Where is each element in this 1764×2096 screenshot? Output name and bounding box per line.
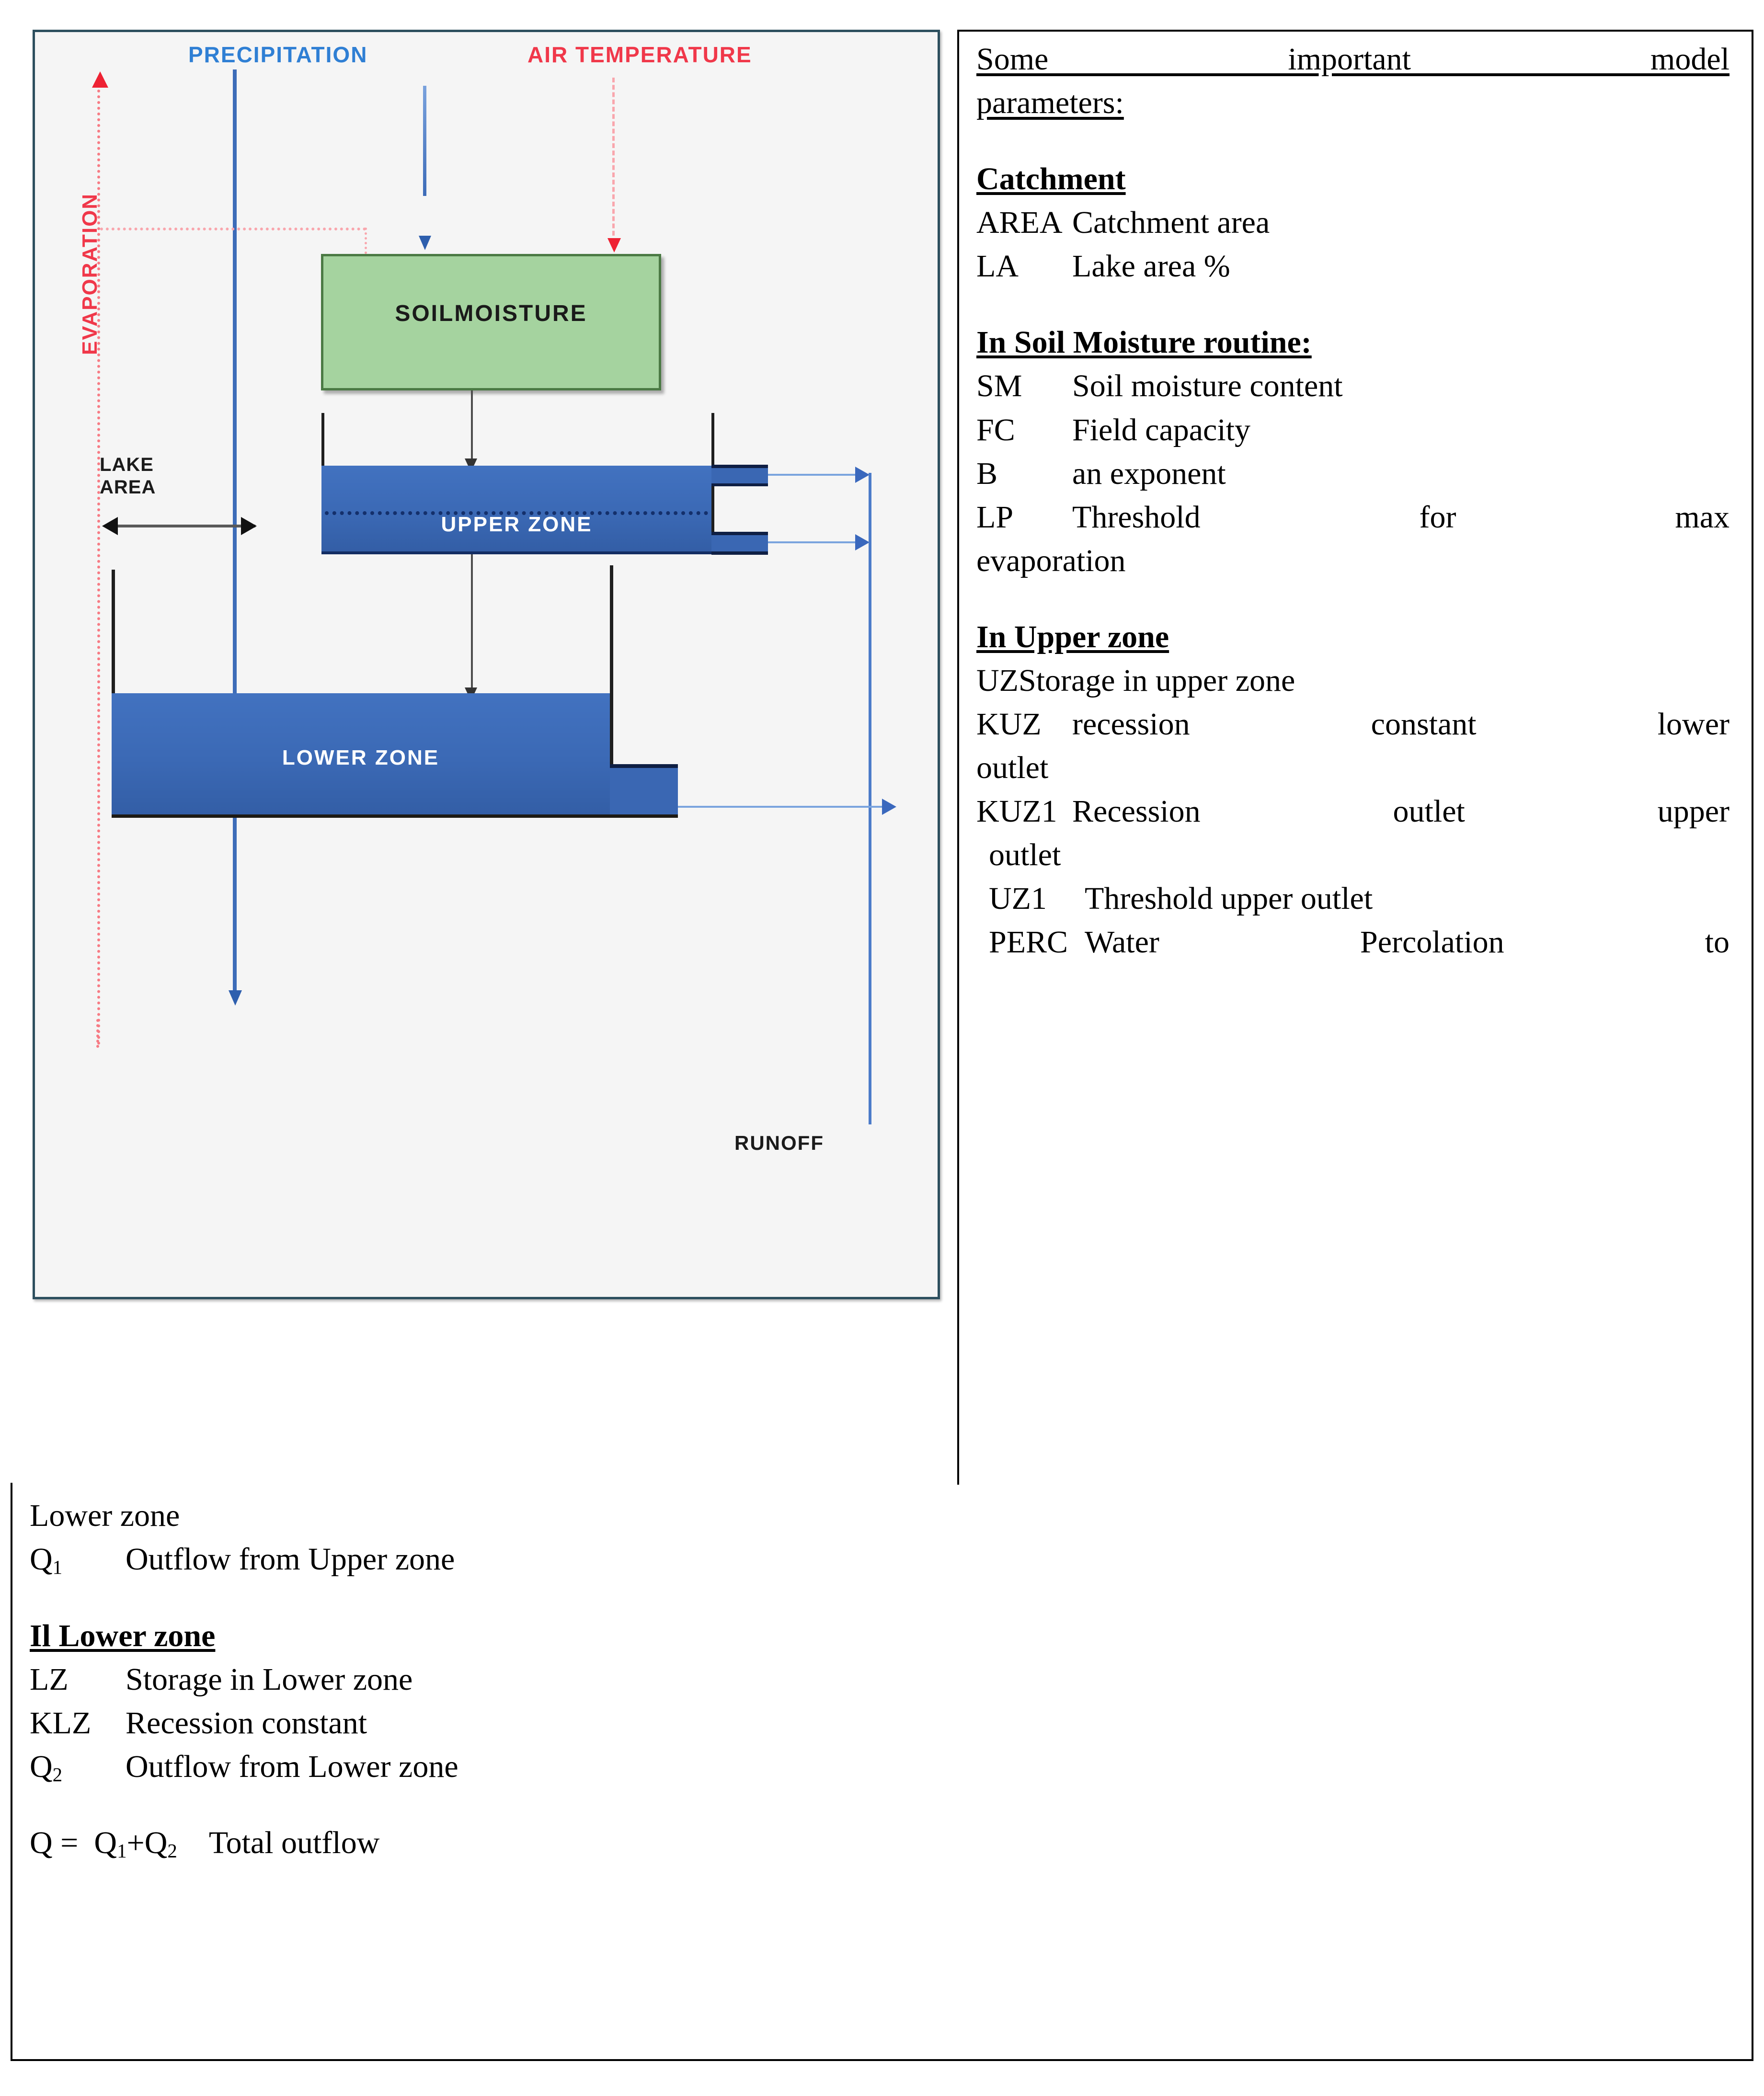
param-row-q1 — [30, 1537, 1735, 1581]
upper-zone-label: UPPER ZONE — [441, 513, 593, 536]
lake-area-span-line — [112, 525, 255, 527]
param-row-fc — [976, 408, 1730, 452]
param-key: LP — [976, 499, 1014, 535]
parameters-text-column — [976, 37, 1730, 964]
param-desc: Field capacity — [1072, 412, 1251, 447]
param-row-area — [976, 201, 1730, 244]
param-desc: Threshold upper outlet — [1085, 881, 1373, 916]
param-desc: Storage in Lower zone — [126, 1661, 413, 1697]
section-heading-soil-moisture: In Soil Moisture routine: — [976, 325, 1312, 360]
param-desc: Outflow from Lower zone — [126, 1749, 458, 1784]
param-key: KUZ — [976, 707, 1042, 742]
param-desc: Soil moisture content — [1072, 368, 1343, 404]
lower-outlet-arrowhead-icon — [855, 534, 870, 550]
runoff-flow-line — [678, 806, 884, 808]
param-row-klz — [30, 1701, 1735, 1745]
param-desc: Outflow from Upper zone — [126, 1542, 455, 1577]
runoff-label: RUNOFF — [734, 1132, 824, 1154]
total-q2: Q — [144, 1825, 168, 1861]
param-key — [30, 1745, 126, 1788]
param-desc: Threshold for max — [1072, 499, 1730, 535]
param-key: B — [976, 456, 998, 491]
lower-zone-wall-right — [610, 565, 613, 764]
param-row-uz1 — [976, 877, 1730, 920]
upper-zone-upper-outlet-spout — [711, 465, 768, 486]
section-heading-upper-zone: In Upper zone — [976, 619, 1169, 654]
param-key — [30, 1537, 126, 1581]
param-key: LZ — [30, 1661, 69, 1697]
precipitation-flow-line-left — [233, 69, 237, 994]
lake-area-arrowhead-right-icon — [241, 517, 257, 535]
evaporation-arrowhead-icon — [92, 71, 108, 88]
upper-zone-threshold-line — [325, 511, 708, 515]
upper-outlet-flow-line — [768, 474, 857, 476]
param-key-base: Q — [30, 1749, 53, 1784]
param-row-b — [976, 452, 1730, 495]
precipitation-label: PRECIPITATION — [188, 42, 368, 67]
lake-area-arrowhead-left-icon — [102, 517, 118, 535]
perc-continuation: Lower zone — [30, 1498, 180, 1533]
param-desc: an exponent — [1072, 456, 1226, 491]
param-key: PERC — [989, 925, 1068, 960]
evaporation-label: EVAPORATION — [78, 193, 102, 355]
param-row-kuz1 — [976, 790, 1730, 833]
param-row-kuz1-continued: outlet — [989, 837, 1061, 873]
total-q1-sub: 1 — [117, 1840, 127, 1862]
percolation-line — [471, 554, 473, 693]
soil-to-upper-zone-line — [471, 390, 473, 464]
lower-outlet-flow-line — [768, 541, 857, 543]
param-key: UZ — [976, 663, 1019, 698]
spacer — [30, 1788, 1735, 1821]
param-row-kuz-continued: outlet — [976, 750, 1049, 786]
param-row-la — [976, 244, 1730, 288]
lower-zone-box — [112, 693, 610, 818]
runoff-arrowhead-icon — [882, 799, 896, 815]
param-key-base: Q — [30, 1542, 53, 1577]
total-prefix: Q = — [30, 1825, 79, 1861]
lake-area-label-line1: LAKE — [100, 454, 154, 475]
param-key: SM — [976, 368, 1022, 404]
upper-zone-box — [321, 466, 712, 554]
total-outflow-row — [30, 1821, 1735, 1865]
param-desc: Water Percolation to — [1085, 925, 1730, 960]
param-row-perc — [976, 920, 1730, 964]
air-temperature-arrowhead-icon — [607, 238, 621, 252]
spacer — [976, 583, 1730, 615]
param-key: KUZ1 — [976, 794, 1057, 829]
lower-zone-wall-left — [112, 570, 115, 694]
evaporation-connector-line — [100, 228, 366, 230]
runoff-collector-line — [869, 473, 871, 1124]
param-row-q2 — [30, 1745, 1735, 1788]
upper-zone-wall-right — [711, 413, 714, 468]
parameters-title-line2: parameters: — [976, 85, 1124, 121]
air-temperature-flow-line — [612, 78, 615, 243]
total-q2-sub: 2 — [167, 1840, 177, 1862]
hbv-model-diagram — [33, 30, 940, 1299]
bottom-text-block — [30, 1494, 1735, 1865]
param-key: UZ1 — [989, 881, 1047, 916]
evaporation-flow-line — [97, 90, 100, 1045]
param-desc: Storage in upper zone — [1018, 663, 1295, 698]
param-row-lz — [30, 1658, 1735, 1701]
param-key: KLZ — [30, 1705, 92, 1741]
soil-moisture-box — [321, 254, 661, 390]
param-desc: Catchment area — [1072, 205, 1270, 241]
param-key: AREA — [976, 205, 1063, 241]
total-desc: Total outflow — [208, 1825, 380, 1861]
upper-zone-lower-outlet-spout — [711, 532, 768, 555]
section-heading-lower-zone: Il Lower zone — [30, 1618, 216, 1653]
spacer — [976, 288, 1730, 321]
lake-area-label — [100, 454, 156, 499]
spacer — [30, 1581, 1735, 1614]
param-key: LA — [976, 249, 1019, 284]
parameters-title-line1: Some important model — [976, 42, 1730, 77]
param-key: FC — [976, 412, 1015, 447]
evaporation-tail-line — [96, 1019, 99, 1048]
param-desc: Lake area % — [1072, 249, 1230, 284]
param-key-sub: 1 — [52, 1557, 63, 1579]
spacer — [976, 125, 1730, 157]
param-key-sub: 2 — [52, 1764, 63, 1786]
param-row-sm — [976, 364, 1730, 408]
param-desc: recession constant lower — [1072, 707, 1730, 742]
param-desc: Recession constant — [126, 1705, 367, 1741]
param-row-uz — [976, 659, 1730, 702]
upper-outlet-arrowhead-icon — [855, 467, 870, 483]
lower-zone-label: LOWER ZONE — [282, 746, 440, 769]
air-temperature-label: AIR TEMPERATURE — [527, 42, 752, 67]
section-heading-catchment: Catchment — [976, 161, 1126, 197]
lake-precipitation-arrowhead-icon — [229, 990, 242, 1006]
lake-area-label-line2: AREA — [100, 477, 156, 498]
lower-zone-outlet-spout — [610, 764, 678, 818]
precipitation-flow-line-right — [423, 86, 426, 196]
precipitation-arrowhead-icon — [419, 236, 431, 250]
param-row-lp-continued: evaporation — [976, 543, 1126, 578]
param-row-kuz — [976, 702, 1730, 746]
param-desc: Recession outlet upper — [1072, 794, 1730, 829]
param-row-lp — [976, 495, 1730, 539]
total-plus: + — [126, 1825, 145, 1861]
upper-zone-spout-divider — [711, 486, 714, 532]
soil-moisture-box-label: SOILMOISTURE — [395, 301, 587, 326]
total-q1: Q — [94, 1825, 117, 1861]
